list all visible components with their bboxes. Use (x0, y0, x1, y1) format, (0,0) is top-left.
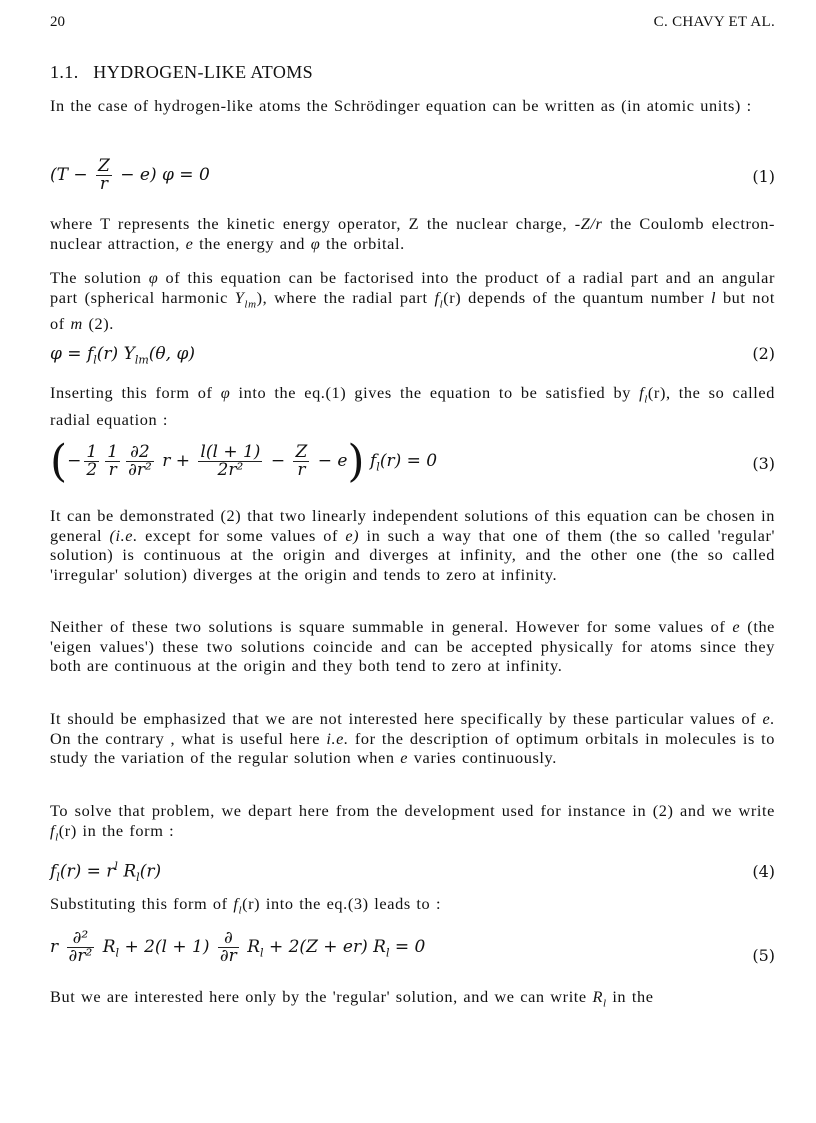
equation-number-1: (1) (752, 167, 775, 186)
paragraph-eigen: Neither of these two solutions is square summable in general. However for some values of e (the 'eigen values') these two solutions coincide and can be accepted physically for atoms since they both are continuous at the origin and they both tend to zero at infinity. (50, 617, 776, 675)
equation-1: (T − $\frac{Z}{r}$ − e) φ = 0 (1) (50, 156, 775, 194)
page-number: 20 (50, 14, 65, 30)
equation-5: r $\frac{\text{∂²}}{\text{∂r²}}$ $R_l + 2(l + 1)$ $\frac{\partial}{\partial r}$ $R_l + 2(Z + er) R_l = 0$ (5) (50, 928, 775, 966)
paragraph-radial-intro: Inserting this form of φ into the eq.(1) gives the equation to be satisfied by $f_l(r)$, the so called radial equation : (50, 383, 775, 429)
paragraph-definitions: where T represents the kinetic energy operator, Z the nuclear charge, -Z/r the Coulomb electron-nuclear attraction, e the energy and φ the orbital. (50, 214, 775, 253)
paragraph-factorisation: The solution φ of this equation can be factorised into the product of a radial part and an angular part (spherical harmonic $Y_{lm}$), where the radial part $f_l(r)$ depends of the quantum number l but not of m (2). (50, 268, 776, 334)
equation-2: $\varphi = f_l(r)$ $Y_{lm}(\theta$, φ) (2) (50, 344, 775, 367)
paragraph-solutions: It can be demonstrated (2) that two linearly independent solutions of this equation can be chosen in general (i.e. except for some values of e) in such a way that one of them (the so called 'regular' solution) is continuous at the origin and diverges at infinity, and the other one (the so called 'irregular' solution) diverges at the origin and tends to zero at infinity. (50, 506, 776, 584)
paragraph-intro: In the case of hydrogen-like atoms the Schrödinger equation can be written as (in atomic units) : (50, 96, 752, 115)
equation-number-2: (2) (752, 344, 775, 363)
equation-number-3: (3) (752, 454, 775, 473)
equation-3: (− $\frac{1}{2}$ $\frac{1}{r}$ $\frac{\partial 2}{\text{∂r²}}$ r + $\frac{l(l + 1)}{\text{2r²}}$ − $\frac{Z}{r}$ − e) $f_l(r) = 0$ (3) (50, 436, 775, 487)
paragraph-emphasis: It should be emphasized that we are not interested here specifically by these particular values of e. On the contrary , what is useful here i.e. for the description of optimum orbitals in molecules is to study the variation of the regular solution when e varies continuously. (50, 709, 776, 767)
equation-4: $f_l(r) = r^l$ $R_l(r)$ (4) (50, 860, 775, 885)
paragraph-solve: To solve that problem, we depart here from the development used for instance in (2) and we write $f_l(r)$ in the form : (50, 801, 775, 843)
paragraph-substituting: Substituting this form of $f_l(r)$ into the eq.(3) leads to : (50, 894, 442, 917)
paragraph-regular: But we are interested here only by the 'regular' solution, and we can write $R_l$ in the (50, 987, 654, 1010)
section-title: 1.1. HYDROGEN-LIKE ATOMS (50, 62, 314, 82)
equation-number-5: (5) (752, 946, 775, 965)
running-head: C. CHAVY ET AL. (653, 14, 775, 30)
equation-number-4: (4) (752, 862, 775, 881)
